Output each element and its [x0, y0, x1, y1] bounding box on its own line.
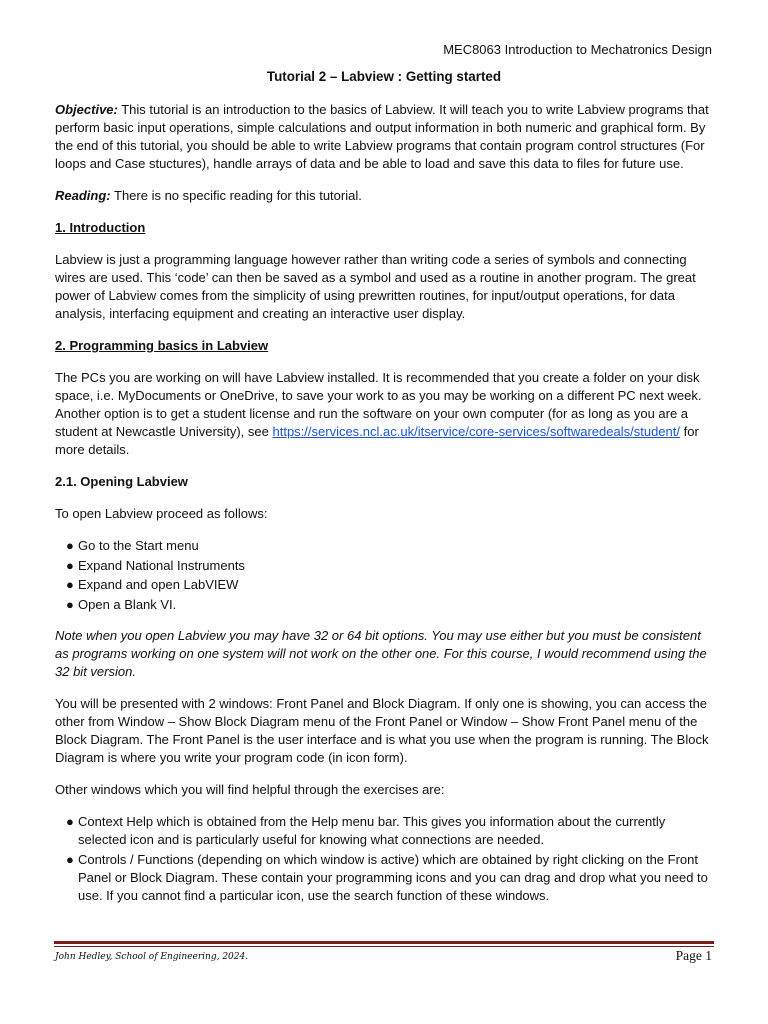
page-number: Page 1: [675, 948, 712, 963]
programming-basics-text: The PCs you are working on will have Labview installed. It is recommended that you create a folder on your disk space, i.e. MyDocuments or OneDrive, to save your work to as you may be working on a different PC next week. Another option is to get a student license and run the software on your own computer (for as long as you are a student at Newcastle University), see: [55, 370, 702, 439]
windows-paragraph: You will be presented with 2 windows: Front Panel and Block Diagram. If only one is showing, you can access the other from Window – Show Block Diagram menu of the Front Panel or Window – Show Front Panel menu of the Block Diagram. The Front Panel is the user interface and is what you use when the program is running. The Block Diagram is where you write your program code (in icon form).: [55, 696, 709, 765]
section-2-1-heading: 2.1. Opening Labview: [55, 474, 188, 489]
objective-label: Objective:: [55, 102, 118, 117]
section-1-heading: 1. Introduction: [55, 220, 146, 235]
list-item: ● Expand National Instruments: [66, 557, 245, 573]
tutorial-title: Tutorial 2 – Labview : Getting started: [266, 69, 502, 84]
list-item: ● Context Help which is obtained from the Help menu bar. This gives you information about the currently selected icon and is particularly useful for knowing what connections are needed.: [66, 814, 666, 847]
opening-steps-list: [55, 537, 715, 614]
list-item: ● Controls / Functions (depending on which window is active) which are obtained by right clicking on the Front Panel or Block Diagram. These contain your programming icons and you can drag and drop what you need to use. If you cannot find a particular icon, use the search function of these windows.: [66, 851, 708, 903]
programming-basics-paragraph: [55, 369, 715, 459]
bullet-icon: ●: [66, 538, 74, 553]
document-body: [55, 101, 715, 906]
bullet-icon: ●: [66, 577, 74, 592]
footer-divider-thin: [54, 946, 714, 947]
bullet-icon: ●: [66, 557, 74, 573]
software-deals-link[interactable]: https://services.ncl.ac.uk/itservice/core-services/softwaredeals/student/: [272, 424, 680, 439]
reading-paragraph: [55, 187, 715, 205]
list-item: ● Expand and open LabVIEW: [66, 577, 239, 592]
footer-divider-thick: [54, 941, 714, 944]
course-header: MEC8063 Introduction to Mechatronics Design: [443, 42, 712, 57]
bullet-icon: ●: [66, 596, 74, 612]
bit-version-note: Note when you open Labview you may have 32 or 64 bit options. You may use either but you must be consistent as programs working on one system will not work on the other one. For this course, I would recommend using the 32 bit version.: [55, 628, 707, 679]
introduction-paragraph: Labview is just a programming language however rather than writing code a series of symbols and connecting wires are used. This ‘code’ can then be saved as a symbol and used as a routine in another program. The great power of Labview comes from the simplicity of using prewritten routines, for input/output operations, for data analysis, interfacing equipment and creating an interactive user display.: [55, 252, 696, 321]
programming-basics-text-end: for more details.: [55, 424, 699, 457]
list-item: ● Go to the Start menu: [66, 538, 199, 553]
reading-text: There is no specific reading for this tutorial.: [110, 188, 362, 203]
other-windows-list: [55, 813, 715, 905]
bullet-icon: ●: [66, 814, 74, 829]
objective-text: This tutorial is an introduction to the basics of Labview. It will teach you to write Labview programs that perform basic input operations, simple calculations and output information in both numeric and graphical form. By the end of this tutorial, you should be able to write Labview programs that contain program control structures (For loops and Case stuctures), handle arrays of data and be able to load and save this data to files for future use.: [55, 102, 709, 171]
footer-author: John Hedley, School of Engineering, 2024.: [55, 952, 249, 962]
section-2-heading: 2. Programming basics in Labview: [55, 338, 269, 353]
bullet-icon: ●: [66, 851, 74, 867]
other-windows-intro: Other windows which you will find helpful through the exercises are:: [55, 782, 445, 797]
opening-intro: To open Labview proceed as follows:: [55, 506, 268, 521]
list-item: ● Open a Blank VI.: [66, 596, 177, 612]
objective-paragraph: [55, 101, 715, 173]
reading-label: Reading:: [55, 188, 111, 203]
